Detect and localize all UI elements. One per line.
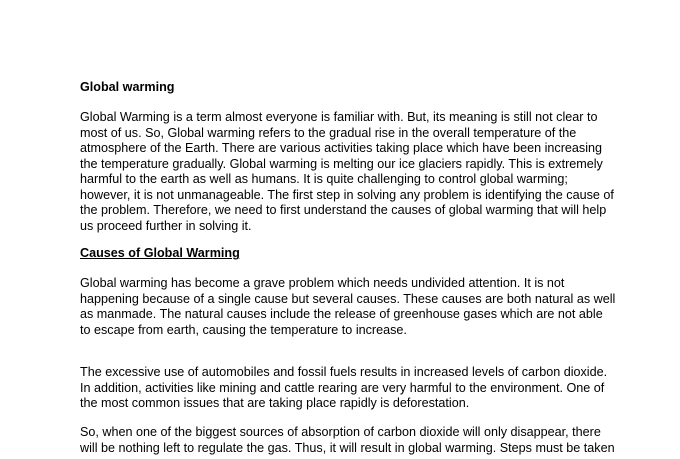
paragraph-line: most of us. So, Global warming refers to the gradual rise in the overall temperature of the	[80, 125, 577, 140]
paragraph-line: as manmade. The natural causes include the release of greenhouse gases which are not able	[80, 307, 603, 321]
paragraph-line: to escape from earth, causing the temperature to increase.	[80, 322, 407, 337]
paragraph-line: harmful to the earth as well as humans. It is quite challenging to control global warming;	[80, 172, 568, 186]
paragraph-line: The excessive use of automobiles and fossil fuels results in increased levels of carbon dioxide.	[80, 365, 608, 379]
paragraph-line: happening because of a single cause but several causes. These causes are both natural as well	[80, 291, 616, 306]
paragraph-line: however, it is not unmanageable. The first step in solving any problem is identifying the cause of	[80, 187, 614, 202]
paragraph-line: Global Warming is a term almost everyone is familiar with. But, its meaning is still not clear to	[80, 110, 598, 124]
paragraph-line: us proceed further in solving it.	[80, 218, 252, 233]
intro-paragraph	[80, 110, 614, 234]
section-heading-causes: Causes of Global Warming	[80, 246, 240, 260]
excessive-use-paragraph	[80, 365, 607, 412]
causes-paragraph	[80, 276, 615, 338]
paragraph-line: atmosphere of the Earth. There are various activities taking place which have been increasing	[80, 141, 603, 155]
paragraph-line: Global warming has become a grave problem which needs undivided attention. It is not	[80, 276, 565, 290]
document-title: Global warming	[80, 80, 175, 94]
paragraph-line: the most common issues that are taking place rapidly is deforestation.	[80, 396, 470, 410]
paragraph-line: So, when one of the biggest sources of absorption of carbon dioxide will only disappear, there	[80, 425, 601, 439]
paragraph-line: the temperature gradually. Global warming is melting our ice glaciers rapidly. This is extremely	[80, 156, 603, 171]
absorption-paragraph	[80, 425, 615, 456]
paragraph-line: the problem. Therefore, we need to first understand the causes of global warming that will help	[80, 203, 607, 217]
paragraph-line: In addition, activities like mining and cattle rearing are very harmful to the environment. One of	[80, 380, 605, 395]
paragraph-line: will be nothing left to regulate the gas. Thus, it will result in global warming. Steps must be taken	[80, 440, 615, 455]
